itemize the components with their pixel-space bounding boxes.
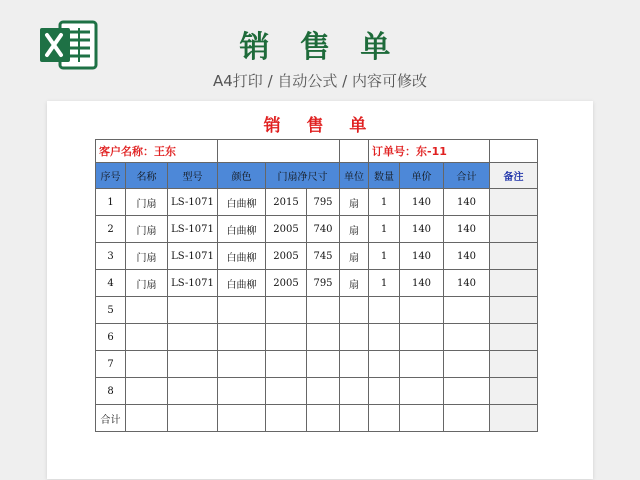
table-cell[interactable]: 2015 [266,189,307,216]
table-cell[interactable]: 140 [444,189,490,216]
table-cell[interactable]: 140 [444,243,490,270]
column-header[interactable]: 单价 [400,163,444,189]
table-cell[interactable] [490,216,538,243]
table-cell[interactable] [266,351,307,378]
table-cell[interactable] [444,378,490,405]
table-cell[interactable] [266,378,307,405]
table-cell[interactable] [168,378,218,405]
table-cell[interactable] [369,405,400,432]
table-row [96,189,538,216]
table-cell[interactable] [369,351,400,378]
table-cell[interactable] [218,297,266,324]
table-cell[interactable]: 门扇 [126,189,168,216]
table-cell[interactable] [126,351,168,378]
table-cell[interactable] [340,297,369,324]
column-header[interactable]: 单位 [340,163,369,189]
table-cell[interactable] [400,324,444,351]
table-cell[interactable]: 2 [96,216,126,243]
page-subtitle: A4打印 / 自动公式 / 内容可修改 [213,72,427,90]
column-header[interactable]: 门扇净尺寸 [266,163,340,189]
table-cell[interactable]: 扇 [340,243,369,270]
blank-info-cell[interactable] [340,140,369,163]
table-cell[interactable] [490,270,538,297]
table-cell[interactable] [307,324,340,351]
table-cell[interactable]: 白曲柳 [218,243,266,270]
table-cell[interactable] [218,405,266,432]
table-cell[interactable] [369,378,400,405]
table-cell[interactable] [490,297,538,324]
table-cell[interactable]: 1 [369,189,400,216]
table-cell[interactable] [218,324,266,351]
table-cell[interactable]: 扇 [340,216,369,243]
table-cell[interactable] [444,351,490,378]
table-cell[interactable]: 白曲柳 [218,216,266,243]
page-title: 销 售 单 [239,30,401,65]
table-cell[interactable] [218,378,266,405]
table-cell[interactable]: 白曲柳 [218,270,266,297]
table-cell[interactable] [400,351,444,378]
table-cell[interactable]: 1 [96,189,126,216]
table-cell[interactable]: 795 [307,270,340,297]
info-row [96,140,538,163]
table-cell[interactable]: 140 [400,216,444,243]
table-cell[interactable]: 7 [96,351,126,378]
blank-info-cell[interactable] [218,140,340,163]
order-number-cell[interactable]: 订单号：东-11 [369,140,490,163]
table-cell[interactable] [490,189,538,216]
table-row [96,405,538,432]
table-cell[interactable] [266,324,307,351]
customer-name-cell[interactable]: 客户名称：王东 [96,140,218,163]
table-cell[interactable]: 门扇 [126,216,168,243]
table-cell[interactable]: 8 [96,378,126,405]
table-cell[interactable] [369,297,400,324]
column-header[interactable]: 备注 [490,163,538,189]
table-cell[interactable]: 6 [96,324,126,351]
table-cell[interactable] [307,405,340,432]
table-cell[interactable] [126,297,168,324]
table-row [96,216,538,243]
table-cell[interactable]: 745 [307,243,340,270]
table-cell[interactable] [400,378,444,405]
table-cell[interactable]: LS-1071 [168,243,218,270]
table-header-row [96,163,538,189]
table-cell[interactable] [218,351,266,378]
table-cell[interactable] [444,324,490,351]
table-cell[interactable] [444,297,490,324]
table-cell[interactable]: LS-1071 [168,216,218,243]
table-cell[interactable] [340,378,369,405]
table-cell[interactable] [168,324,218,351]
table-cell[interactable]: 门扇 [126,243,168,270]
table-cell[interactable]: 740 [307,216,340,243]
table-cell[interactable]: 140 [444,216,490,243]
table-row [96,270,538,297]
table-cell[interactable] [400,297,444,324]
table-cell[interactable]: 扇 [340,189,369,216]
sales-table [95,139,538,432]
table-cell[interactable] [307,297,340,324]
table-cell[interactable]: LS-1071 [168,189,218,216]
table-cell[interactable] [307,351,340,378]
table-cell[interactable]: 合计 [96,405,126,432]
table-cell[interactable]: 140 [400,189,444,216]
sheet-title: 销 售 单 [263,116,377,136]
column-header[interactable]: 数量 [369,163,400,189]
column-header[interactable]: 名称 [126,163,168,189]
table-cell[interactable]: 扇 [340,270,369,297]
table-cell[interactable]: 门扇 [126,270,168,297]
table-cell[interactable] [490,378,538,405]
table-cell[interactable] [369,324,400,351]
table-row [96,351,538,378]
table-cell[interactable] [490,243,538,270]
table-cell[interactable]: 140 [444,270,490,297]
table-cell[interactable] [340,324,369,351]
table-cell[interactable] [340,351,369,378]
column-header[interactable]: 合计 [444,163,490,189]
table-cell[interactable] [490,405,538,432]
table-row [96,324,538,351]
table-cell[interactable] [168,351,218,378]
table-cell[interactable]: 1 [369,243,400,270]
table-cell[interactable] [168,297,218,324]
table-cell[interactable]: 白曲柳 [218,189,266,216]
table-cell[interactable]: 1 [369,216,400,243]
sales-sheet [47,101,593,479]
table-cell[interactable] [400,405,444,432]
table-cell[interactable] [340,405,369,432]
column-header[interactable]: 型号 [168,163,218,189]
table-cell[interactable] [168,405,218,432]
table-cell[interactable] [444,405,490,432]
table-cell[interactable] [126,324,168,351]
table-cell[interactable]: LS-1071 [168,270,218,297]
table-cell[interactable] [307,378,340,405]
table-cell[interactable]: 2005 [266,243,307,270]
table-cell[interactable]: 140 [400,243,444,270]
table-cell[interactable]: 3 [96,243,126,270]
table-cell[interactable]: 2005 [266,216,307,243]
column-header[interactable]: 序号 [96,163,126,189]
table-cell[interactable]: 2005 [266,270,307,297]
table-cell[interactable]: 1 [369,270,400,297]
table-cell[interactable] [266,297,307,324]
table-cell[interactable] [266,405,307,432]
column-header[interactable]: 颜色 [218,163,266,189]
table-row [96,297,538,324]
table-row [96,243,538,270]
table-cell[interactable]: 140 [400,270,444,297]
table-cell[interactable]: 4 [96,270,126,297]
table-cell[interactable]: 5 [96,297,126,324]
table-cell[interactable] [126,378,168,405]
table-row [96,378,538,405]
table-cell[interactable]: 795 [307,189,340,216]
table-cell[interactable] [490,351,538,378]
blank-info-cell[interactable] [490,140,538,163]
table-cell[interactable] [490,324,538,351]
table-cell[interactable] [126,405,168,432]
